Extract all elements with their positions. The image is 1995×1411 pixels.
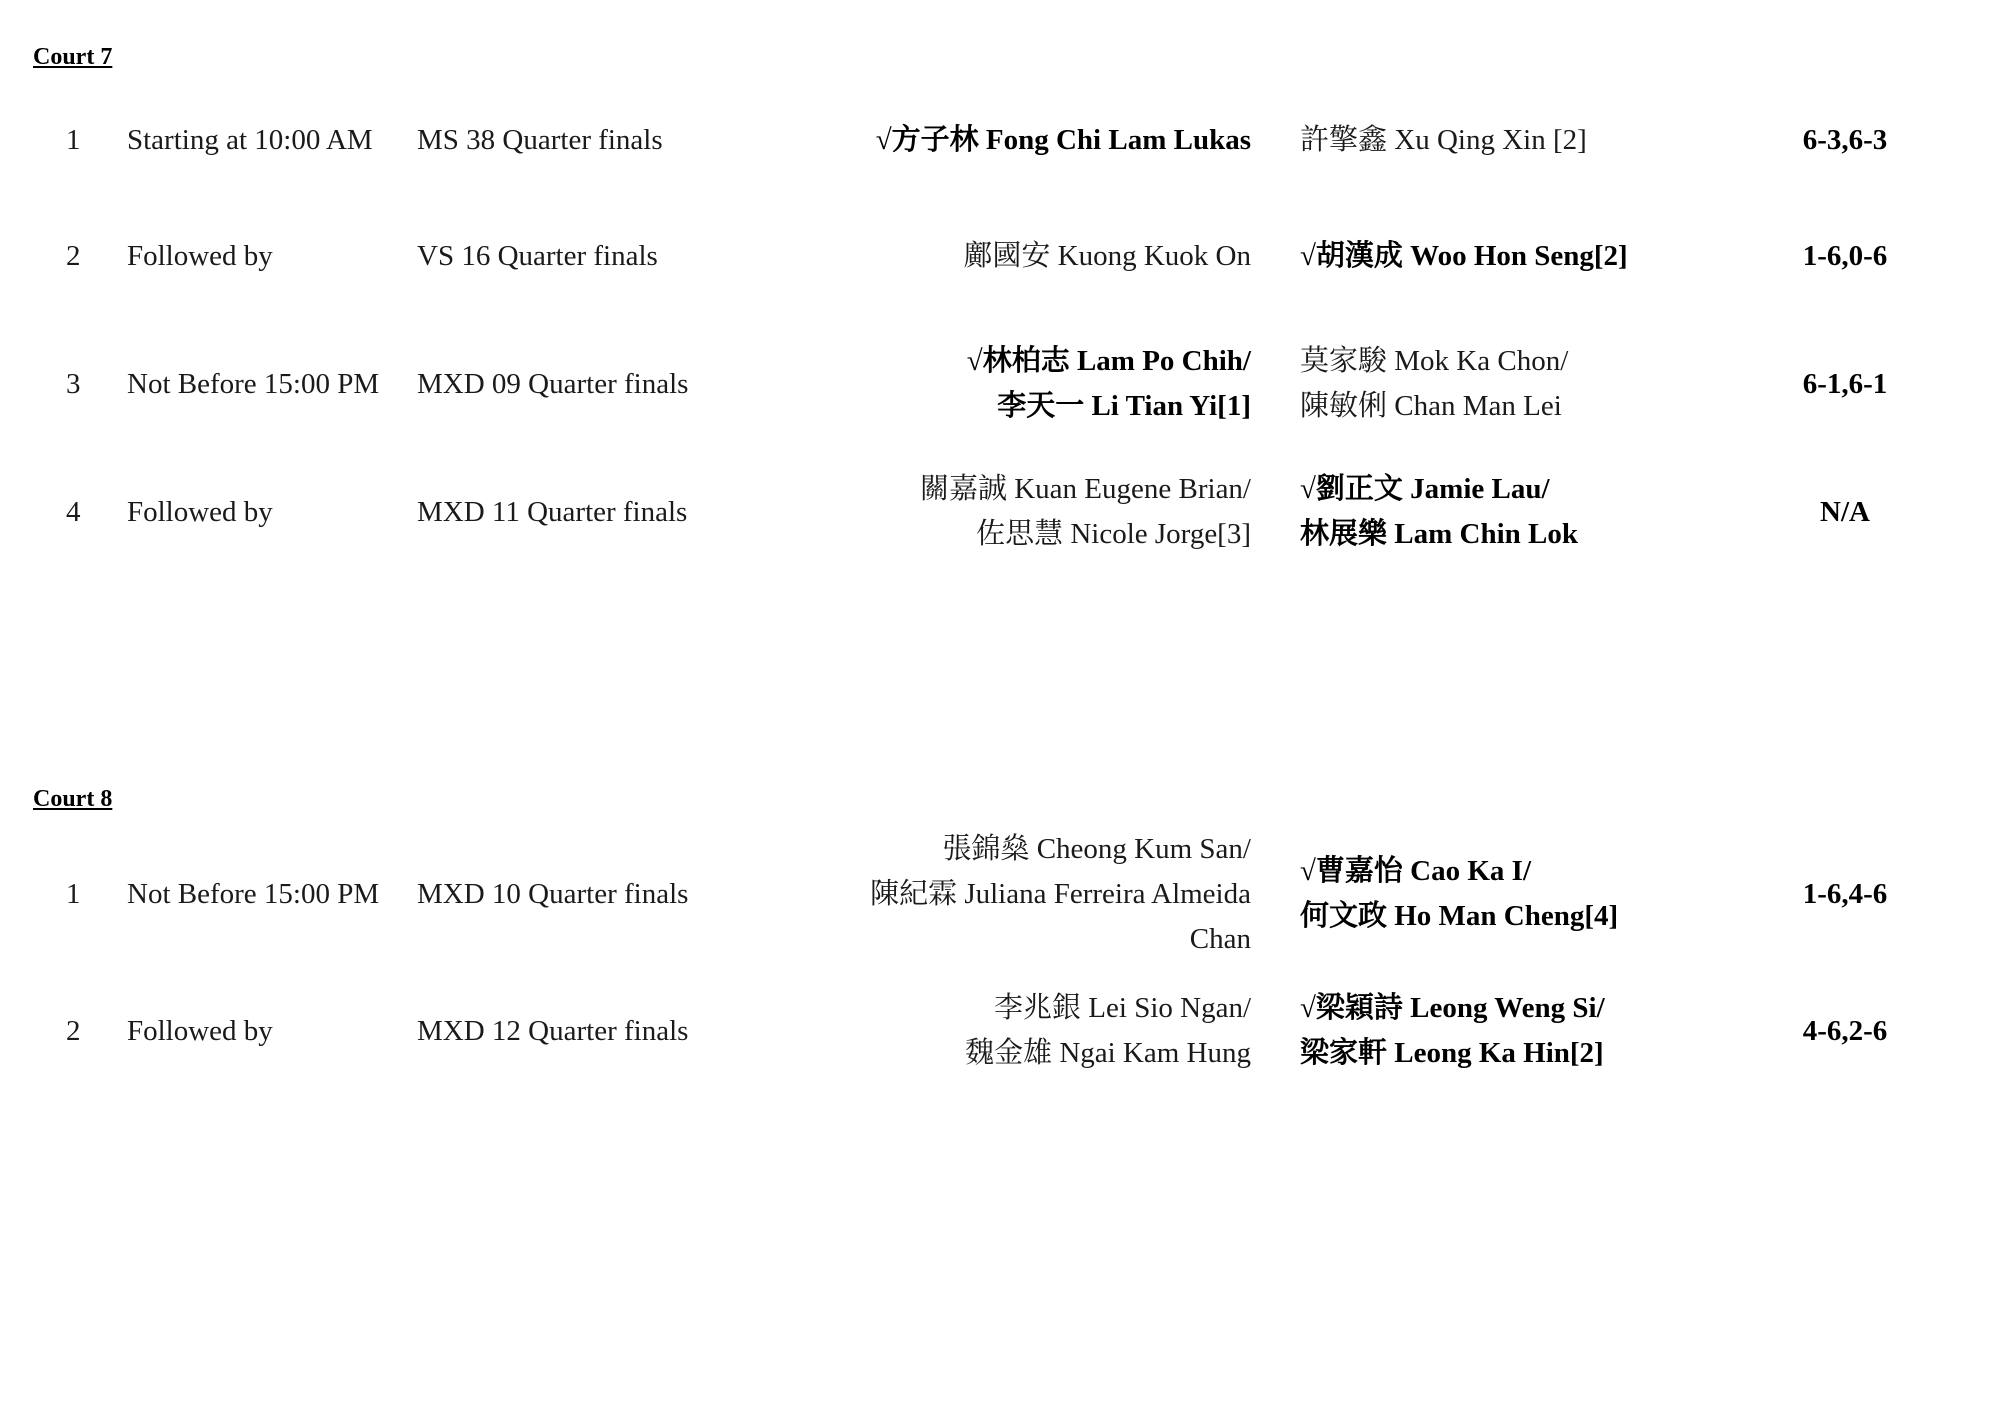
player-line: 李天一 Li Tian Yi[1] <box>997 390 1251 422</box>
player-line: Chan <box>1189 922 1251 955</box>
player-line: 莫家駿 Mok Ka Chon/ <box>1300 345 1569 377</box>
player-line: √曹嘉怡 Cao Ka I/ <box>1300 855 1532 887</box>
team-1-players <box>965 986 1251 1076</box>
player-line: √劉正文 Jamie Lau/ <box>1300 473 1550 505</box>
player-line: 李兆銀 Lei Sio Ngan/ <box>994 992 1251 1024</box>
match-number: 1 <box>66 877 81 910</box>
player-line: 關嘉誠 Kuan Eugene Brian/ <box>919 473 1251 505</box>
match-event: MXD 12 Quarter finals <box>417 1014 689 1047</box>
match-number: 4 <box>66 495 81 528</box>
player-line: 陳紀霖 Juliana Ferreira Almeida <box>870 877 1251 910</box>
match-number: 1 <box>66 123 81 156</box>
match-event: MXD 09 Quarter finals <box>417 367 689 400</box>
player-line: 梁家軒 Leong Ka Hin[2] <box>1300 1037 1604 1069</box>
player-line: √胡漢成 Woo Hon Seng[2] <box>1300 239 1628 272</box>
team-1-players <box>876 118 1251 163</box>
team-2-players <box>1300 118 1587 163</box>
match-event: MS 38 Quarter finals <box>417 123 663 156</box>
player-line: 陳敏俐 Chan Man Lei <box>1300 390 1562 422</box>
match-score: 6-1,6-1 <box>1802 367 1888 400</box>
match-event: MXD 10 Quarter finals <box>417 877 689 910</box>
team-2-players <box>1300 986 1605 1076</box>
match-event: VS 16 Quarter finals <box>417 239 658 272</box>
match-timing: Followed by <box>127 495 273 528</box>
player-line: 鄺國安 Kuong Kuok On <box>963 239 1251 272</box>
match-number: 3 <box>66 367 81 400</box>
team-2-players <box>1300 234 1628 279</box>
match-score: N/A <box>1820 495 1870 528</box>
court-heading: Court 7 <box>33 44 113 70</box>
match-timing: Starting at 10:00 AM <box>127 123 373 156</box>
team-2-players <box>1300 467 1578 557</box>
team-1-players <box>963 234 1251 279</box>
match-timing: Not Before 15:00 PM <box>127 367 380 400</box>
match-score: 1-6,0-6 <box>1802 239 1888 272</box>
team-2-players <box>1300 849 1618 939</box>
match-number: 2 <box>66 1014 81 1047</box>
player-line: √方子林 Fong Chi Lam Lukas <box>875 123 1251 156</box>
match-score: 6-3,6-3 <box>1802 123 1888 156</box>
player-line: 張錦燊 Cheong Kum San/ <box>942 832 1251 865</box>
match-score: 4-6,2-6 <box>1802 1014 1888 1047</box>
player-line: 魏金雄 Ngai Kam Hung <box>965 1037 1251 1069</box>
team-1-players <box>967 339 1251 429</box>
player-line: 佐思慧 Nicole Jorge[3] <box>976 518 1251 550</box>
match-timing: Followed by <box>127 239 273 272</box>
court-heading: Court 8 <box>33 786 113 812</box>
player-line: √林柏志 Lam Po Chih/ <box>966 345 1251 377</box>
match-number: 2 <box>66 239 81 272</box>
player-line: 許擎鑫 Xu Qing Xin [2] <box>1300 123 1587 156</box>
match-timing: Not Before 15:00 PM <box>127 877 380 910</box>
team-1-players <box>870 827 1251 962</box>
player-line: 林展樂 Lam Chin Lok <box>1300 518 1578 550</box>
match-event: MXD 11 Quarter finals <box>417 495 688 528</box>
match-score: 1-6,4-6 <box>1802 877 1888 910</box>
team-1-players <box>920 467 1251 557</box>
match-timing: Followed by <box>127 1014 273 1047</box>
player-line: √梁穎詩 Leong Weng Si/ <box>1300 992 1605 1024</box>
team-2-players <box>1300 339 1568 429</box>
player-line: 何文政 Ho Man Cheng[4] <box>1300 900 1619 932</box>
